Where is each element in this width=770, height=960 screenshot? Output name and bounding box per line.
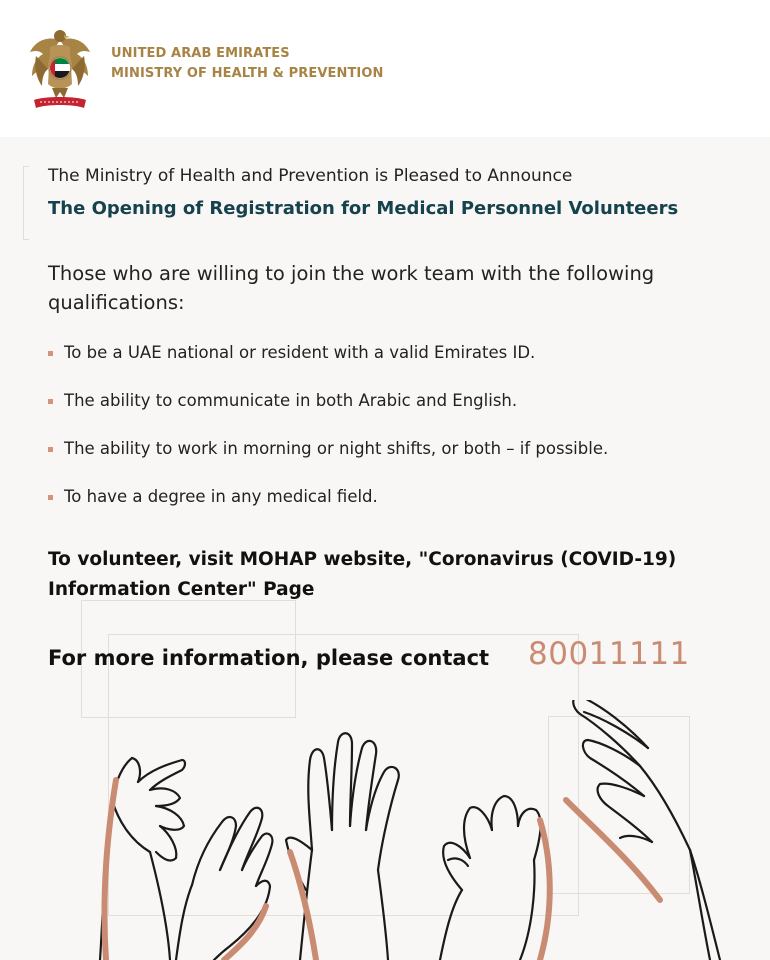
square-bullet-icon: [48, 447, 53, 452]
list-item: [48, 484, 608, 532]
decorative-bracket: [23, 166, 29, 240]
qualifications-list: [48, 340, 608, 532]
qualification-text: To have a degree in any medical field.: [64, 487, 378, 506]
square-bullet-icon: [48, 351, 53, 356]
volunteer-instructions: To volunteer, visit MOHAP website, "Coronavirus (COVID-19) Information Center" Page: [48, 549, 677, 600]
announcement-intro: The Ministry of Health and Prevention is Pleased to Announce: [48, 166, 573, 186]
qualification-text: The ability to communicate in both Arabic and English.: [64, 391, 518, 410]
qualification-text: To be a UAE national or resident with a valid Emirates ID.: [64, 343, 536, 362]
contact-label: For more information, please contact: [48, 646, 490, 670]
announcement-headline: The Opening of Registration for Medical Personnel Volunteers: [48, 198, 679, 219]
list-item: [48, 388, 608, 436]
qualifications-intro: Those who are willing to join the work team with the following qualifications:: [48, 262, 655, 314]
list-item: [48, 436, 608, 484]
qualification-text: The ability to work in morning or night shifts, or both – if possible.: [64, 439, 609, 458]
raised-hands-illustration-icon: [0, 700, 770, 960]
contact-phone-number: 80011111: [528, 636, 690, 672]
header: [0, 0, 770, 137]
org-name-ministry: MINISTRY OF HEALTH & PREVENTION: [111, 66, 384, 81]
org-name-country: UNITED ARAB EMIRATES: [111, 46, 290, 61]
square-bullet-icon: [48, 399, 53, 404]
uae-falcon-emblem-icon: [26, 26, 94, 114]
square-bullet-icon: [48, 495, 53, 500]
list-item: [48, 340, 608, 388]
